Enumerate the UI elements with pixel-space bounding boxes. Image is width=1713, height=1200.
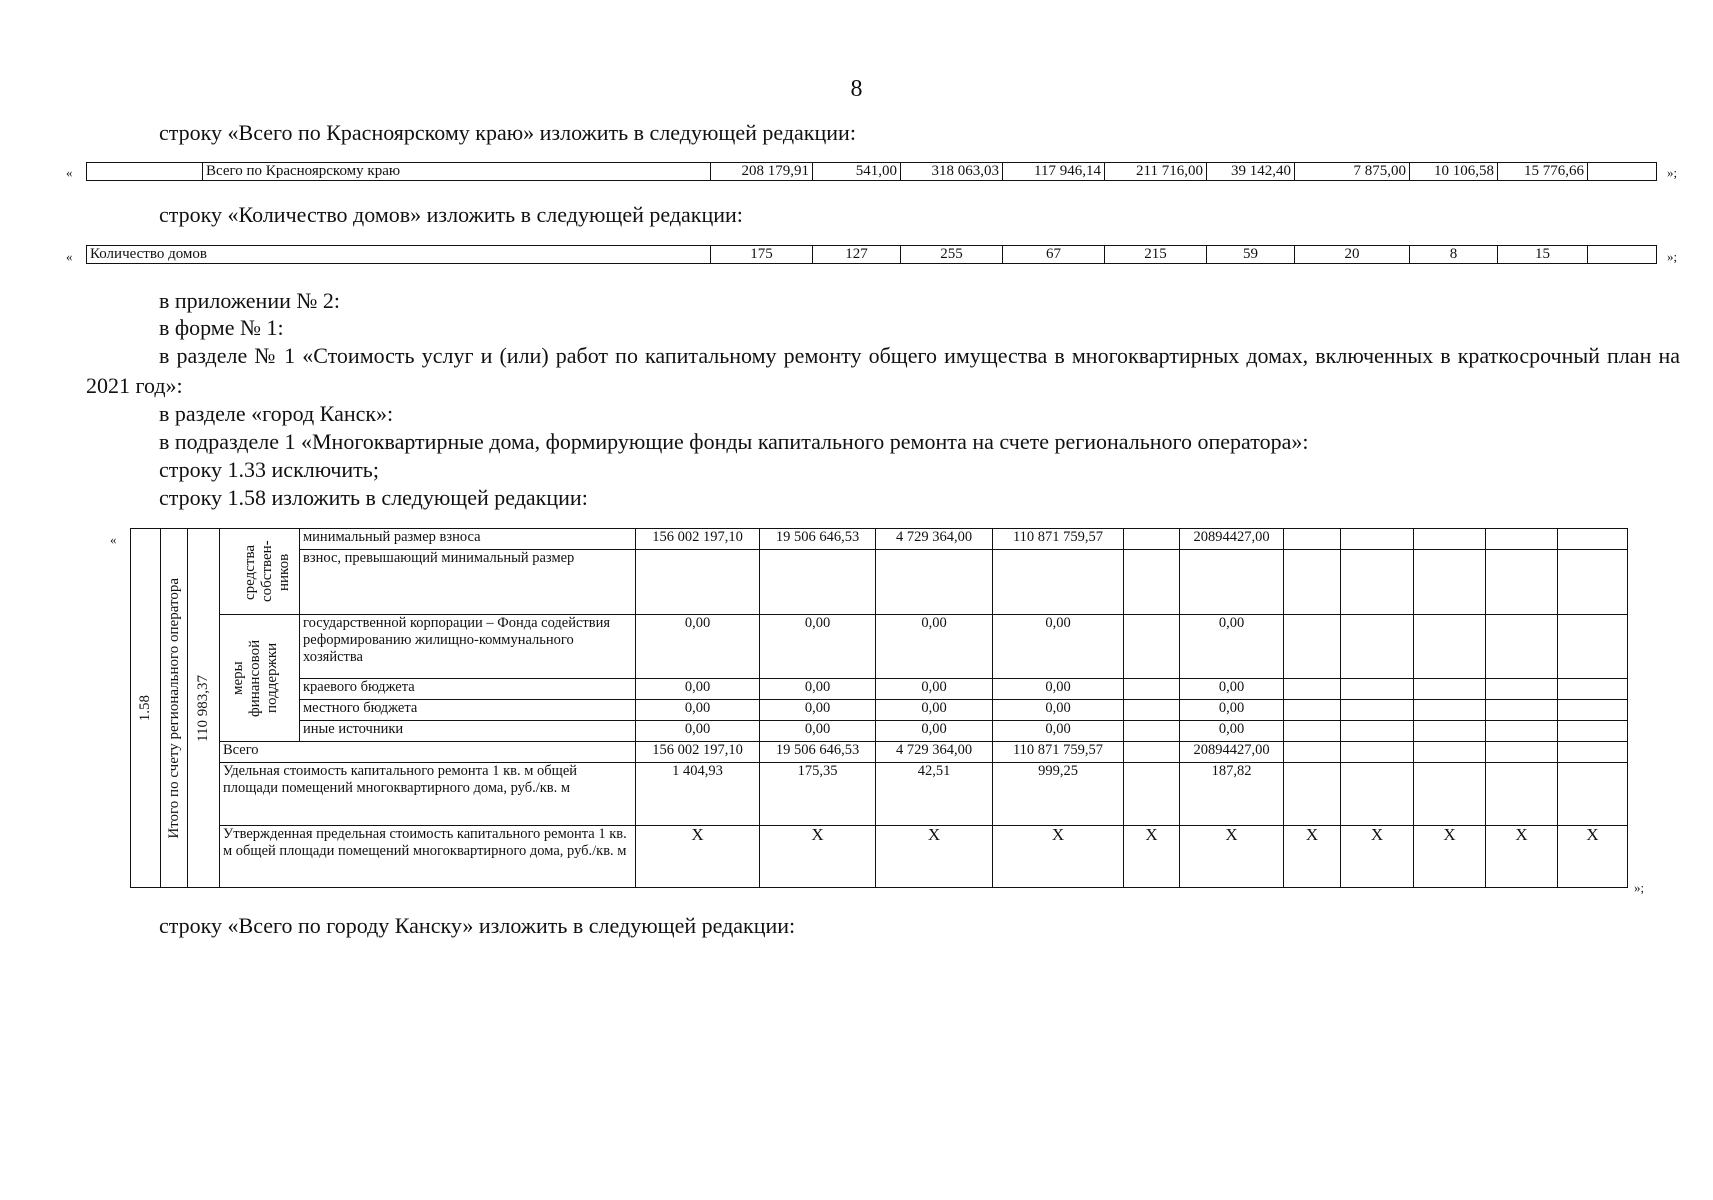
row-label: Всего по Красноярскому краю (203, 163, 711, 181)
value-cell: 211 716,00 (1105, 163, 1207, 181)
value-cell (1414, 700, 1486, 721)
value-cell: 187,82 (1180, 763, 1284, 826)
x-mark: X (1414, 826, 1486, 888)
value-cell: 19 506 646,53 (760, 742, 876, 763)
value-cell (1341, 529, 1414, 550)
value-cell (1124, 721, 1180, 742)
houses-count-row (87, 246, 1657, 264)
value-cell: 127 (813, 246, 901, 264)
value-cell (1558, 700, 1628, 721)
value-cell: 15 (1498, 246, 1588, 264)
x-mark: X (760, 826, 876, 888)
value-cell (1124, 529, 1180, 550)
instruction-subsection: в подразделе 1 «Многоквартирные дома, формирующие фонды капитального ремонта на счете регионального оператора»: (159, 429, 1309, 454)
row-label: взнос, превышающий минимальный размер (300, 550, 636, 615)
table-row (131, 742, 1628, 763)
row-number-cell (131, 529, 161, 888)
value-cell: 19 506 646,53 (760, 529, 876, 550)
table-row (131, 679, 1628, 700)
row-number: 1.58 (137, 694, 153, 722)
x-mark: X (1486, 826, 1558, 888)
value-cell (1341, 721, 1414, 742)
value-cell: 4 729 364,00 (876, 742, 993, 763)
value-cell: 0,00 (1180, 721, 1284, 742)
value-cell (636, 550, 760, 615)
row-label: краевого бюджета (300, 679, 636, 700)
instruction-houses: строку «Количество домов» изложить в следующей редакции: (159, 202, 743, 227)
value-cell: 0,00 (760, 615, 876, 679)
row-label: иные источники (300, 721, 636, 742)
value-cell (1284, 615, 1341, 679)
value-cell: 0,00 (876, 679, 993, 700)
table-row (131, 721, 1628, 742)
value-cell (1284, 679, 1341, 700)
value-cell (1341, 679, 1414, 700)
value-cell (1558, 742, 1628, 763)
value-cell: 255 (901, 246, 1003, 264)
instruction-section: в разделе № 1 «Стоимость услуг и (или) работ по капитальному ремонту общего имущества в многоквартирных домах, включенных в краткосрочный план на 2021 год»: (86, 343, 1680, 398)
value-cell (1486, 721, 1558, 742)
value-cell: 318 063,03 (901, 163, 1003, 181)
instruction-form: в форме № 1: (159, 315, 284, 340)
value-cell (1486, 700, 1558, 721)
value-cell (1414, 550, 1486, 615)
value-cell (1486, 550, 1558, 615)
value-cell (993, 550, 1124, 615)
x-mark: X (1284, 826, 1341, 888)
instruction-exclude: строку 1.33 исключить; (159, 457, 379, 482)
value-cell: 20 (1295, 246, 1410, 264)
value-cell (1588, 163, 1657, 181)
value-cell (1284, 742, 1341, 763)
value-cell: 0,00 (760, 700, 876, 721)
value-cell: 0,00 (1180, 700, 1284, 721)
value-cell: 0,00 (636, 721, 760, 742)
value-cell: 0,00 (760, 721, 876, 742)
value-cell (760, 550, 876, 615)
open-quote: « (110, 532, 117, 547)
value-cell (1486, 529, 1558, 550)
value-cell: 175 (711, 246, 813, 264)
value-cell: 10 106,58 (1410, 163, 1498, 181)
value-cell (1414, 615, 1486, 679)
row-label: местного бюджета (300, 700, 636, 721)
value-cell: 0,00 (636, 700, 760, 721)
value-cell (1486, 763, 1558, 826)
value-cell (1180, 550, 1284, 615)
instruction-city: в разделе «город Канск»: (159, 401, 394, 426)
value-cell (1558, 679, 1628, 700)
value-cell (1124, 679, 1180, 700)
table-row (131, 700, 1628, 721)
x-mark: X (876, 826, 993, 888)
value-cell (876, 550, 993, 615)
value-cell (1558, 529, 1628, 550)
value-cell: 999,25 (993, 763, 1124, 826)
table-row (131, 615, 1628, 679)
value-cell (1486, 615, 1558, 679)
row-158-table (130, 528, 1628, 888)
value-cell (1588, 246, 1657, 264)
row-title: Итого по счету регионального оператора (165, 577, 182, 839)
value-cell: 15 776,66 (1498, 163, 1588, 181)
instruction-kray: строку «Всего по Красноярскому краю» изложить в следующей редакции: (159, 120, 856, 145)
area-value: 110 983,37 (195, 674, 211, 742)
value-cell: 0,00 (636, 679, 760, 700)
owners-group-cell (220, 529, 300, 615)
owners-group-label: средства собствен-ников (241, 539, 292, 602)
value-cell: 0,00 (993, 615, 1124, 679)
value-cell (1558, 721, 1628, 742)
open-quote: « (66, 165, 73, 180)
instruction-kansk-total: строку «Всего по городу Канску» изложить в следующей редакции: (159, 913, 796, 938)
close-quote: »; (1634, 880, 1645, 895)
value-cell: 0,00 (993, 721, 1124, 742)
value-cell: 208 179,91 (711, 163, 813, 181)
value-cell (1486, 742, 1558, 763)
row-title-cell (161, 529, 188, 888)
row-label: Количество домов (87, 246, 711, 264)
x-mark: X (636, 826, 760, 888)
value-cell: 0,00 (876, 700, 993, 721)
value-cell: 0,00 (993, 700, 1124, 721)
value-cell (1414, 721, 1486, 742)
value-cell: 0,00 (876, 615, 993, 679)
value-cell (1124, 615, 1180, 679)
page-number: 8 (850, 76, 863, 102)
value-cell (1414, 529, 1486, 550)
value-cell: 0,00 (636, 615, 760, 679)
close-quote: »; (1667, 249, 1678, 264)
value-cell (1414, 763, 1486, 826)
value-cell: 0,00 (760, 679, 876, 700)
value-cell: 541,00 (813, 163, 901, 181)
value-cell: 0,00 (876, 721, 993, 742)
value-cell: 0,00 (1180, 679, 1284, 700)
value-cell (1341, 763, 1414, 826)
value-cell: 8 (1410, 246, 1498, 264)
value-cell (1284, 550, 1341, 615)
row-label: Удельная стоимость капитального ремонта 1 кв. м общей площади помещений многоквартирного дома, руб./кв. м (220, 763, 636, 826)
value-cell: 175,35 (760, 763, 876, 826)
value-cell (1124, 742, 1180, 763)
value-cell: 110 871 759,57 (993, 742, 1124, 763)
value-cell: 4 729 364,00 (876, 529, 993, 550)
value-cell: 156 002 197,10 (636, 742, 760, 763)
value-cell: 0,00 (1180, 615, 1284, 679)
value-cell (1284, 529, 1341, 550)
value-cell: 110 871 759,57 (993, 529, 1124, 550)
value-cell (1414, 679, 1486, 700)
value-cell: 59 (1207, 246, 1295, 264)
houses-count-row-table (86, 245, 1657, 264)
kray-total-row (87, 163, 1657, 181)
empty-cell (87, 163, 203, 181)
value-cell (1558, 763, 1628, 826)
value-cell: 20894427,00 (1180, 529, 1284, 550)
value-cell (1124, 550, 1180, 615)
value-cell: 67 (1003, 246, 1105, 264)
support-group-label: меры финансовой поддержки (229, 639, 280, 717)
row-label: Утвержденная предельная стоимость капитального ремонта 1 кв. м общей площади помещений многоквартирного дома, руб./кв. м (220, 826, 636, 888)
row-label: Всего (220, 742, 636, 763)
value-cell (1558, 550, 1628, 615)
table-row (131, 763, 1628, 826)
table-row (131, 826, 1628, 888)
close-quote: »; (1667, 165, 1678, 180)
value-cell (1486, 679, 1558, 700)
value-cell: 215 (1105, 246, 1207, 264)
value-cell: 7 875,00 (1295, 163, 1410, 181)
value-cell (1124, 763, 1180, 826)
instruction-appendix: в приложении № 2: (159, 288, 340, 313)
row-label: минимальный размер взноса (300, 529, 636, 550)
value-cell (1284, 763, 1341, 826)
x-mark: X (1180, 826, 1284, 888)
value-cell (1284, 721, 1341, 742)
support-group-cell (220, 615, 300, 742)
table-row (131, 529, 1628, 550)
x-mark: X (1124, 826, 1180, 888)
instruction-row-158: строку 1.58 изложить в следующей редакции: (159, 485, 588, 510)
x-mark: X (1341, 826, 1414, 888)
open-quote: « (66, 249, 73, 264)
x-mark: X (1558, 826, 1628, 888)
value-cell: 20894427,00 (1180, 742, 1284, 763)
value-cell (1341, 700, 1414, 721)
x-mark: X (993, 826, 1124, 888)
value-cell (1341, 550, 1414, 615)
value-cell (1341, 742, 1414, 763)
value-cell (1558, 615, 1628, 679)
value-cell: 0,00 (993, 679, 1124, 700)
value-cell (1341, 615, 1414, 679)
value-cell (1284, 700, 1341, 721)
area-cell (188, 529, 220, 888)
value-cell: 156 002 197,10 (636, 529, 760, 550)
row-label: государственной корпорации – Фонда содействия реформированию жилищно-коммунального хозяйства (300, 615, 636, 679)
value-cell: 117 946,14 (1003, 163, 1105, 181)
value-cell (1124, 700, 1180, 721)
value-cell: 42,51 (876, 763, 993, 826)
kray-total-row-table (86, 162, 1657, 181)
table-row (131, 550, 1628, 615)
value-cell: 1 404,93 (636, 763, 760, 826)
value-cell: 39 142,40 (1207, 163, 1295, 181)
value-cell (1414, 742, 1486, 763)
